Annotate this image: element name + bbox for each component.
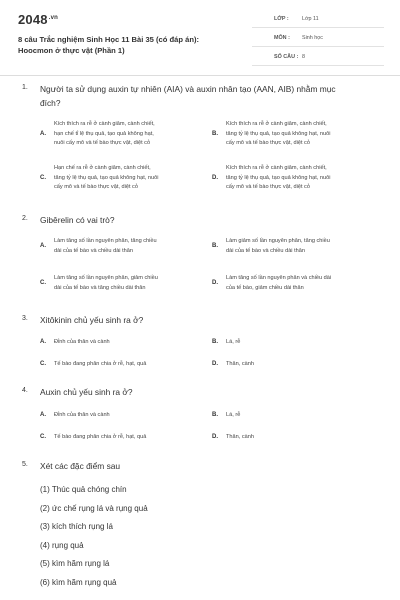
option-text-line: Kích thích ra rễ ở cành giâm, cành chiết, — [54, 121, 155, 127]
option-text: Tế bào đang phân chia ở rễ, hạt, quả — [54, 361, 147, 367]
title-line-2: Hoocmon ở thực vật (Phần 1) — [18, 46, 125, 55]
option-letter: C. — [40, 280, 46, 286]
question-text-line: Xitôkinin chủ yếu sinh ra ở? — [40, 315, 144, 325]
title-line-1: 8 câu Trắc nghiệm Sinh Học 11 Bài 35 (có đáp án): — [18, 35, 200, 44]
statement-list — [40, 481, 382, 593]
question-5 — [18, 459, 388, 599]
option-text — [226, 120, 331, 149]
question-text-line: Auxin chủ yếu sinh ra ở? — [40, 387, 133, 397]
question-text-line: Người ta sử dụng auxin tự nhiên (AIA) và auxin nhân tạo (AAN, AIB) nhằm mục — [40, 84, 336, 94]
meta-count-row — [252, 52, 384, 66]
option-letter: D. — [212, 280, 218, 286]
question-4 — [18, 385, 388, 445]
question-number: 4. — [22, 387, 28, 394]
option-text-line: dài của tế bào và tăng chiều dài thân — [54, 284, 146, 291]
option-letter: A. — [40, 339, 46, 345]
logo-text: 2048 — [18, 12, 48, 27]
statement-item: (6) kìm hãm rụng quả — [40, 577, 117, 587]
option-text-line: dài của tế bào và chiều dài thân — [54, 247, 133, 254]
option-text-line: Làm tăng số lần nguyên phân, tăng chiều — [54, 238, 157, 244]
option-text-line: tăng tỷ lệ thụ quả, tạo quả không hạt, nuôi — [226, 130, 331, 137]
question-2 — [18, 213, 388, 303]
question-text-line: Xét các đặc điểm sau — [40, 461, 121, 471]
option-letter: C. — [40, 174, 46, 181]
count-value: 8 — [302, 54, 305, 60]
option-text-line: cấy mô và tế bào thực vật, diệt cỏ — [226, 184, 310, 190]
option-text-line: Kích thích ra rễ ở cành giâm, cành chiết, — [226, 165, 327, 171]
logo-suffix: .vn — [48, 14, 59, 21]
question-1 — [18, 82, 388, 232]
option-text-line: Hạn chế ra rễ ở cành giâm, cành chiết, — [54, 165, 151, 171]
question-text-line: Gibêrelin có vai trò? — [40, 215, 115, 225]
option-text-line: tăng tỷ lệ thụ quả, tạo quả không hạt, nuôi — [226, 174, 331, 181]
option-text-line: tăng tỷ lệ thụ quả, tạo quả không hạt, nuôi — [54, 174, 159, 181]
option-text — [226, 164, 331, 193]
class-value: Lớp 11 — [302, 16, 319, 22]
option-text — [226, 237, 330, 256]
question-number: 1. — [22, 84, 28, 91]
option-text: Tế bào đang phân chia ở rễ, hạt, quả — [54, 434, 147, 440]
question-text — [40, 385, 382, 399]
question-text — [40, 459, 382, 473]
option-letter: A. — [40, 130, 46, 137]
option-text-line: nuôi cấy mô và tế bào thực vật, diệt cỏ — [54, 140, 151, 146]
option-text: Đỉnh của thân và cành — [54, 339, 110, 345]
question-number: 5. — [22, 461, 28, 468]
option-text-line: Làm tăng số lần nguyên phân và chiều dài — [226, 275, 332, 281]
statement-item: (1) Thúc quả chóng chín — [40, 485, 127, 494]
option-letter: B. — [212, 412, 218, 418]
option-letter: D. — [212, 174, 218, 181]
site-logo[interactable] — [18, 12, 58, 27]
meta-subject-row — [252, 33, 384, 47]
option-text — [54, 237, 157, 256]
question-text-line: đích? — [40, 98, 61, 108]
option-letter: B. — [212, 243, 218, 249]
header-divider — [0, 75, 400, 76]
option-letter: C. — [40, 434, 46, 440]
statement-item: (3) kích thích rụng lá — [40, 522, 113, 532]
option-text: Thân, cành — [226, 434, 254, 440]
question-text — [40, 313, 382, 327]
option-text — [54, 274, 158, 293]
option-text: Lá, rễ — [226, 412, 241, 418]
class-label: LỚP : — [274, 16, 289, 22]
option-text — [226, 274, 331, 293]
option-letter: D. — [212, 434, 218, 440]
question-text — [40, 213, 382, 227]
statement-item: (4) rụng quả — [40, 540, 84, 550]
option-text-line: của tế bào, giảm chiều dài thân — [226, 284, 304, 291]
option-letter: C. — [40, 361, 46, 367]
page-title — [18, 34, 233, 56]
option-text: Thân, cành — [226, 361, 254, 367]
option-letter: D. — [212, 361, 218, 367]
option-text-line: Làm giảm số lần nguyên phân, tăng chiều — [226, 238, 330, 244]
option-text-line: hạn chế tỉ lệ thụ quả, tạo quả không hạt, — [54, 130, 154, 137]
question-number: 3. — [22, 315, 28, 322]
option-text — [54, 164, 159, 193]
option-letter: B. — [212, 130, 218, 137]
question-number: 2. — [22, 215, 28, 222]
option-letter: A. — [40, 243, 46, 249]
question-text — [40, 82, 382, 110]
option-text-line: Làm tăng số lần nguyên phân, giảm chiều — [54, 275, 158, 281]
option-text-line: Kích thích ra rễ ở cành giâm, cành chiết, — [226, 121, 327, 127]
option-text-line: cấy mô và tế bào thực vật, diệt cỏ — [54, 184, 138, 190]
option-letter: B. — [212, 339, 218, 345]
option-text-line: cấy mô và tế bào thực vật, diệt cỏ — [226, 140, 310, 146]
statement-item: (2) ức chế rụng lá và rụng quả — [40, 503, 148, 513]
count-label: SỐ CÂU : — [274, 54, 299, 60]
option-letter: A. — [40, 412, 46, 418]
option-text: Đỉnh của thân và cành — [54, 412, 110, 418]
option-text-line: dài của tế bào và chiều dài thân — [226, 247, 305, 254]
subject-value: Sinh học — [302, 35, 323, 41]
statement-item: (5) kìm hãm rụng lá — [40, 559, 110, 569]
question-3 — [18, 313, 388, 373]
option-text: Lá, rễ — [226, 339, 241, 345]
meta-info — [252, 14, 384, 71]
subject-label: MÔN : — [274, 35, 290, 41]
option-text — [54, 120, 155, 149]
meta-class-row — [252, 14, 384, 28]
document-header — [18, 12, 384, 74]
